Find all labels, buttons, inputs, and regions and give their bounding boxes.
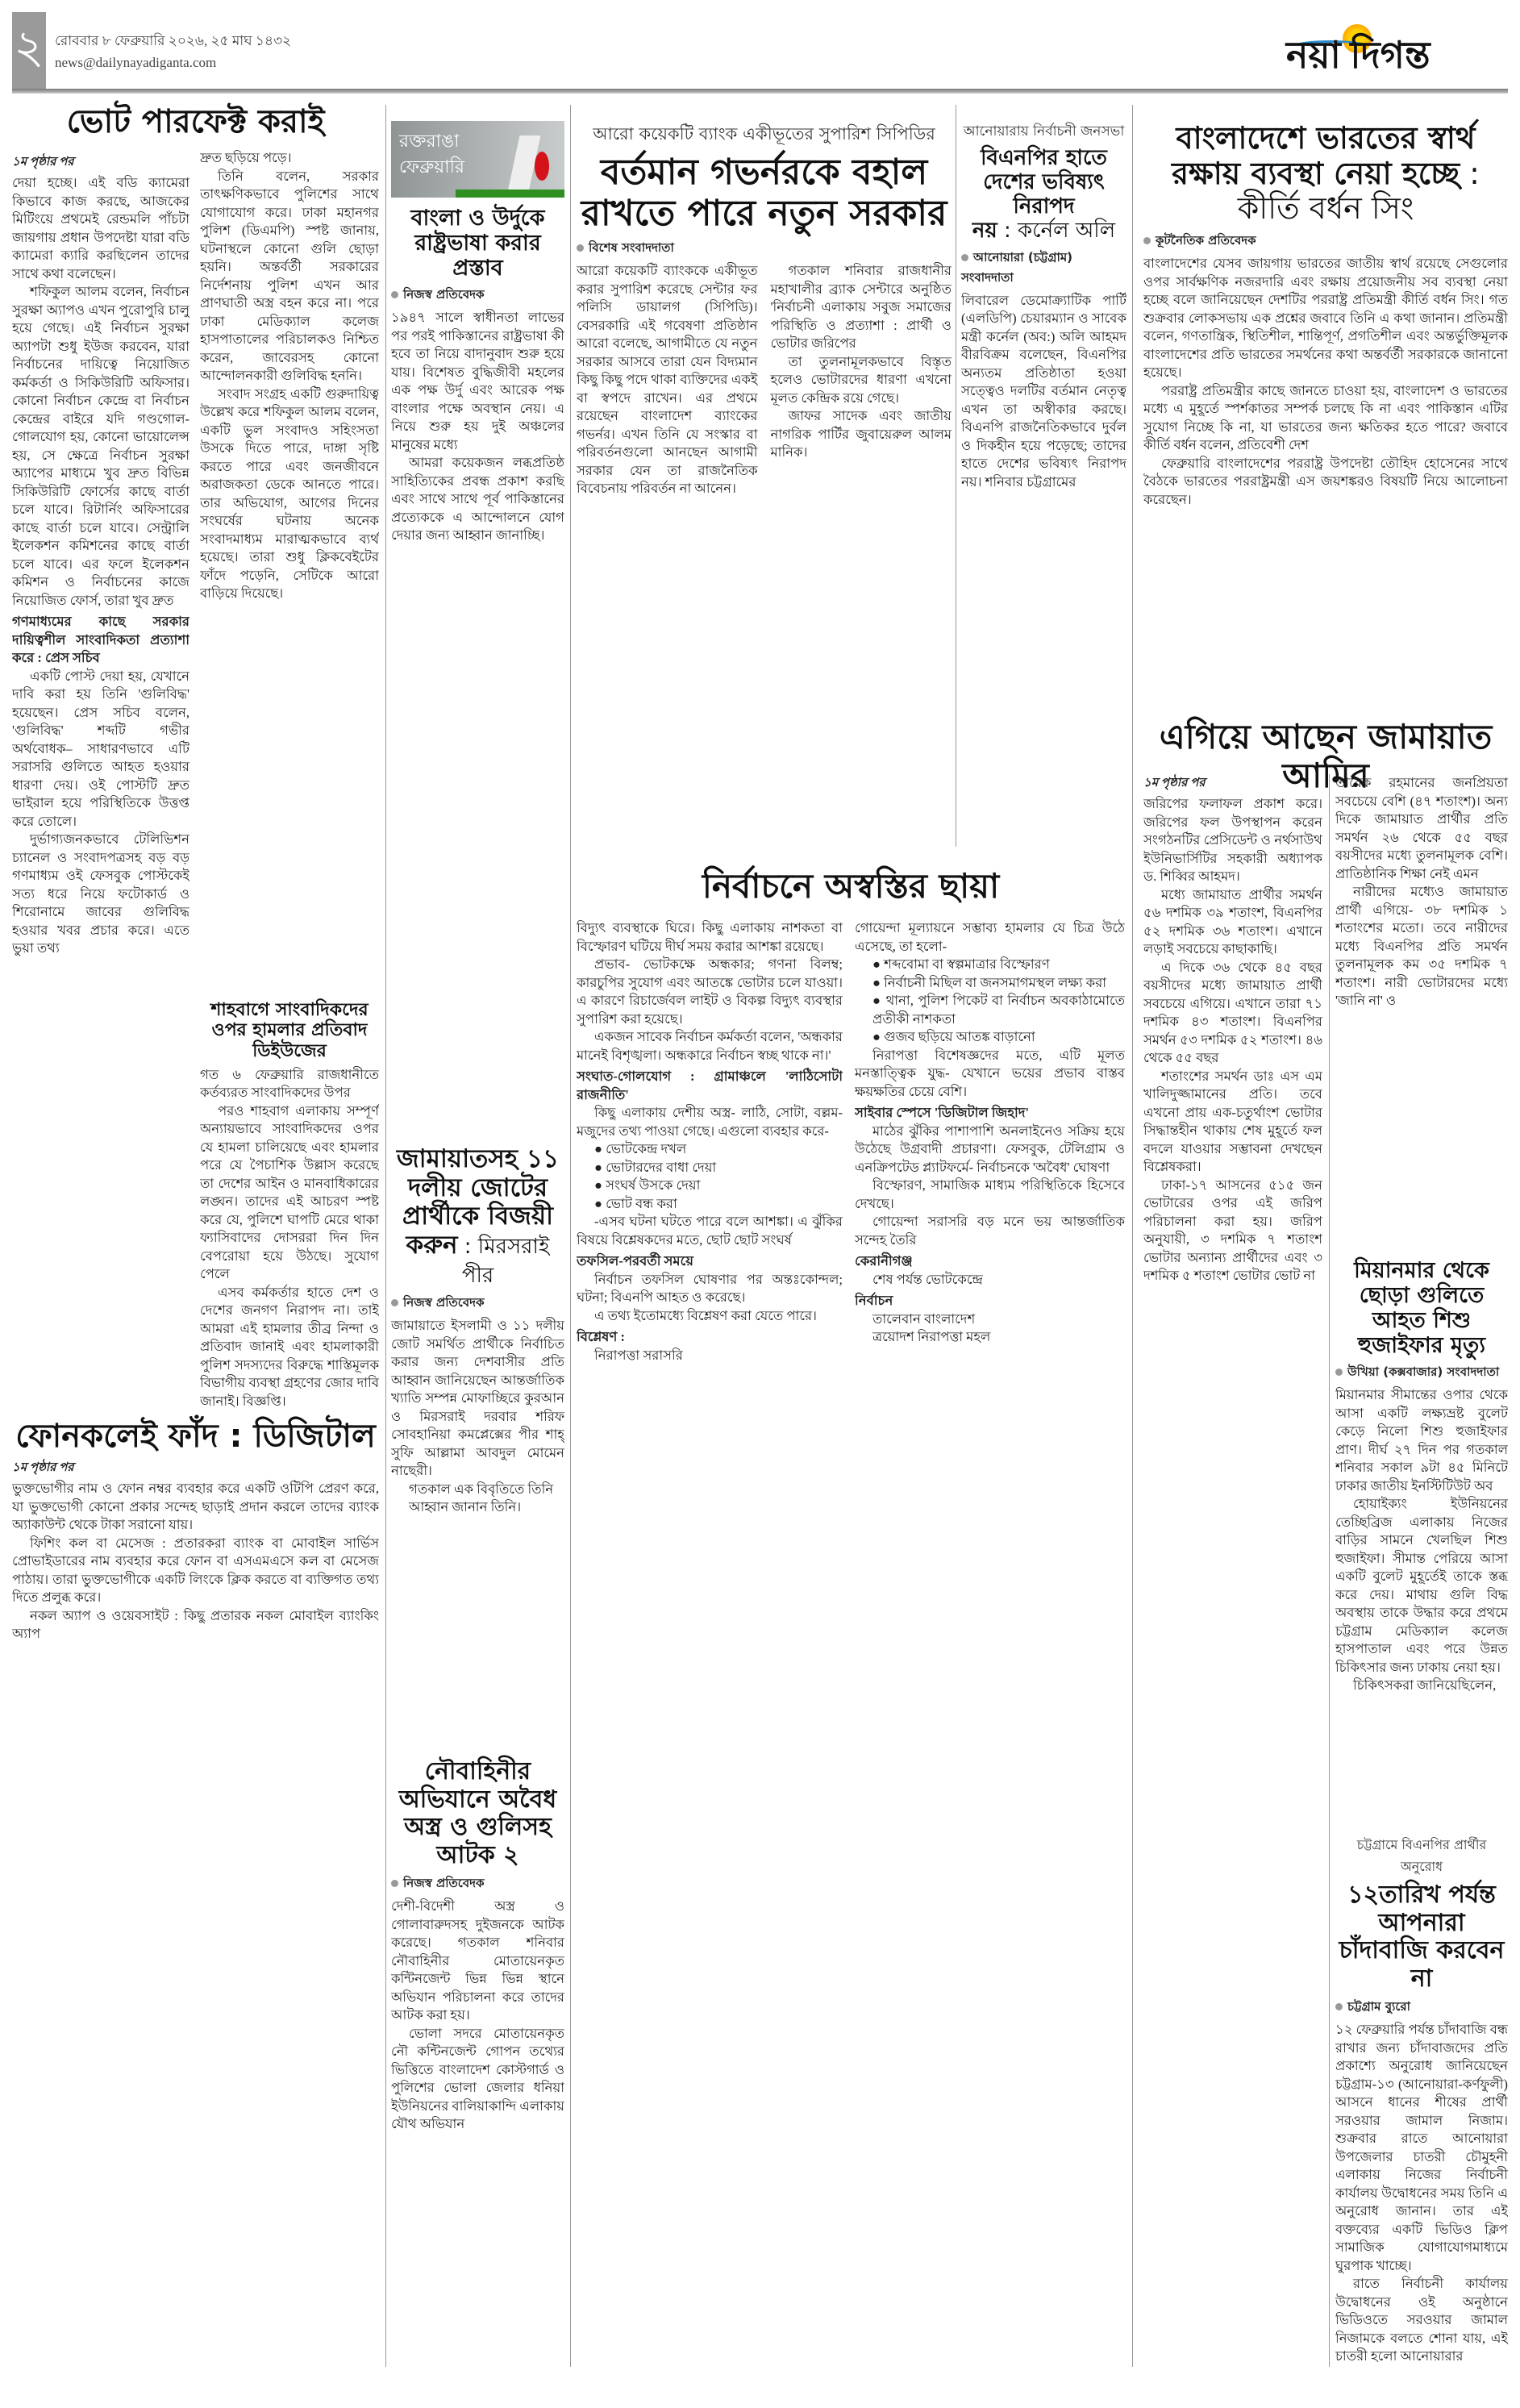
paragraph: তারেক রহমানের জনপ্রিয়তা সবচেয়ে বেশি (৪৭ শতাংশ)। অন্য দিকে জামায়াত প্রার্থীর প্রতি সমর্থন ২৬ থেকে ৫৫ বছর বয়সীদের মধ্যে তুলনামূলক বেশি। প্রাতিষ্ঠানিক শিক্ষা নেই এমন — [1335, 775, 1508, 881]
headline: ১২তারিখ পর্যন্ত আপনারা চাঁদাবাজি করবেন না — [1339, 1881, 1505, 1993]
article-body — [391, 1317, 564, 1785]
paragraph: তিনি বলেন, সরকার তাৎক্ষণিকভাবে পুলিশের সাথে যোগাযোগ করে। ঢাকা মহানগর পুলিশ (ডিএমপি) স্পষ্ট জানায়, ঘটনাস্থলে কোনো গুলি ছোড়া হয়নি। অন্তর্বর্তী সরকারের নির্দেশনায় পুলিশ এখন আর প্রাণঘাতী অস্ত্র বহন করে না। পরে ঢাকা মেডিক্যাল কলেজ হাসপাতালের পরিচালকও নিশ্চিত করেন, জাবেরসহ কোনো আন্দোলনকারী গুলিবিদ্ধ হননি। — [200, 168, 379, 383]
paragraph: ফিশিং কল বা মেসেজ : প্রতারকরা ব্যাংক বা মোবাইল সার্ভিস প্রোভাইডারের নাম ব্যবহার করে ফোন বা এসএমএসে কল বা মেসেজ পাঠায়। তারা ভুক্তভোগীকে একটি লিংকে ক্লিক করতে বা ব্যক্তিগত তথ্য দিতে প্রলুব্ধ করে। — [12, 1535, 379, 1605]
paragraph: কিছু এলাকায় দেশীয় অস্ত্র- লাঠি, সোটা, বল্লম- মজুদের তথ্য পাওয়া গেছে। এগুলো ব্যবহার করে- — [577, 1105, 843, 1139]
article-vote[interactable] — [12, 103, 379, 140]
paragraph: লিবারেল ডেমোক্র্যাটিক পার্টি (এলডিপি) চেয়ারম্যান ও সাবেক মন্ত্রী কর্নেল (অব:) অলি আহমদ বীরবিক্রম বলেছেন, বিএনপির অন্যতম প্রতিষ্ঠাতা হওয়া সত্ত্বেও দলটির বর্তমান নেতৃত্ব এখন তা অস্বীকার করছে। বিএনপি রাজনৈতিকভাবে দুর্বল ও দিকহীন হয়ে পড়েছে; তাদের হাতে দেশের ভবিষ্যৎ নিরাপদ নয়। শনিবার চট্টগ্রামের — [961, 292, 1126, 490]
article-body — [12, 174, 189, 1400]
byline: নিজস্ব প্রতিবেদক — [391, 285, 564, 306]
bullet-item: ● ভোটকেন্দ্র দখল — [594, 1141, 687, 1156]
headline: নৌবাহিনীর অভিযানে অবৈধ অস্ত্র ও গুলিসহ আটক ২ — [398, 1757, 557, 1869]
paragraph: -এসব ঘটনা ঘটতে পারে বলে আশঙ্কা। এ ঝুঁকির বিষয়ে বিশ্লেষকদের মতে, ছোট ছোট সংঘর্ষ — [577, 1214, 843, 1248]
headline: বর্তমান গভর্নরকে বহাল রাখতে পারে নতুন সরকার — [581, 152, 947, 234]
paragraph: গতকাল এক বিবৃতিতে তিনি — [409, 1481, 554, 1497]
article-body — [391, 309, 564, 1139]
headline-main: জামায়াতসহ ১১ দলীয় জোটের প্রার্থীকে বিজয়ী — [396, 1144, 560, 1231]
headline-tail: : মিরসরাই পীর — [457, 1234, 550, 1288]
rokto-ranga-february-banner — [391, 121, 564, 198]
article-body — [577, 262, 952, 827]
paragraph: পরও শাহবাগ এলাকায় সম্পূর্ণ অন্যায়ভাবে সাংবাদিকদের ওপর যে হামলা চালিয়েছে এবং হামলার পরে যে পৈচাশিক উল্লাস করেছে তা দেশের আইন ও মানবাধিকারের লঙ্ঘন। তাদের এই আচরণ স্পষ্ট করে যে, পুলিশে ঘাপটি মেরে থাকা ফ্যাসিবাদের দোসররা দিন দিন বেপরোয়া হয়ে উঠছে। সুযোগ পেলে — [200, 1102, 379, 1282]
subheading: সংঘাত-গোলযোগ : গ্রামাঞ্চলে 'লাঠিসোটা রাজনীতি' — [577, 1069, 843, 1102]
column-divider — [570, 105, 571, 2367]
headline — [1143, 121, 1508, 227]
bullet-item: ● শব্দবোমা বা স্বল্পমাত্রার বিস্ফোরণ — [872, 956, 1050, 972]
paragraph: গোয়েন্দা মূল্যায়নে সম্ভাব্য হামলার যে চিত্র উঠে এসেছে, তা হলো- — [855, 920, 1125, 954]
paragraph: জাফর সাদেক এবং জাতীয় নাগরিক পার্টির জুবায়েরুল আলম মানিক। — [770, 408, 952, 460]
grass-icon — [456, 190, 564, 198]
article-body — [1143, 255, 1508, 706]
paragraph: হোয়াইক্যং ইউনিয়নের তেচ্ছিব্রিজ এলাকায় নিজের বাড়ির সামনে খেলছিল শিশু হুজাইফা। সীমান্ত পেরিয়ে আসা একটি বুলেট মুহূর্তেই তাকে স্তব্ধ করে দেয়। মাথায় গুলি বিদ্ধ অবস্থায় তাকে উদ্ধার করে প্রথমে চট্টগ্রাম মেডিক্যাল কলেজ হাসপাতাল এবং পরে উন্নত চিকিৎসার জন্য ঢাকায় নেয়া হয়। — [1335, 1496, 1508, 1675]
headline-bold: নয় — [972, 218, 997, 243]
byline: কূটনৈতিক প্রতিবেদক — [1143, 231, 1508, 252]
paragraph: রাতে নির্বাচনী কার্যালয় উদ্বোধনের ওই অনুষ্ঠানে ভিডিওতে সরওয়ার জামাল নিজামকে বলতে শোনা যায়, এই চাতরী হলো আনোয়ারার — [1335, 2276, 1508, 2364]
headline-tail: : কীর্তি বর্ধন সিং — [1237, 155, 1480, 227]
headline: ভোট পারফেক্ট করাই — [66, 103, 325, 140]
contact-email[interactable]: news@dailynayadiganta.com — [55, 55, 217, 70]
article-language[interactable] — [391, 206, 564, 1139]
article-governor[interactable] — [577, 121, 952, 827]
issue-date: রোববার ৮ ফেব্রুয়ারি ২০২৬, ২৫ মাঘ ১৪৩২ — [55, 33, 292, 48]
article-body — [855, 919, 1125, 2363]
article-body — [12, 1480, 379, 2367]
article-navy[interactable] — [391, 1758, 564, 2365]
article-body — [577, 919, 843, 2363]
headline: ফোনকলেই ফাঁদ : ডিজিটাল — [15, 1418, 376, 1455]
article-ctg[interactable] — [1335, 1835, 1508, 2408]
article-body — [1335, 2021, 1508, 2408]
paragraph: দেশী-বিদেশী অস্ত্র ও গোলাবারুদসহ দুইজনকে আটক করেছে। গতকাল শনিবার নৌবাহিনীর মোতায়েনকৃত কন্টিনজেন্ট ভিন্ন ভিন্ন স্থানে অভিযান পরিচালনা করে তাদের আটক করা হয়। — [391, 1898, 564, 2023]
article-diuj[interactable] — [200, 1000, 379, 1413]
paragraph: তালেবান বাংলাদেশ — [872, 1310, 976, 1327]
kicker: আরো কয়েকটি ব্যাংক একীভূতের সুপারিশ সিপিডির — [593, 124, 935, 144]
paragraph: গতকাল শনিবার রাজধানীর মহাখালীর ব্র্যাক সেন্টারে অনুষ্ঠিত 'নির্বাচনী এলাকায় সবুজ সমাজের পরিস্থিতি ও প্রত্যাশা : প্রার্থী ও ভোটার জরিপের — [770, 263, 952, 352]
byline: বিশেষ সংবাদদাতা — [577, 239, 952, 259]
article-amir-col1 — [1143, 770, 1322, 2368]
paragraph: বিস্ফোরণ, সামাজিক মাধ্যম পরিস্থিতিকে হিসেবে দেখছে। — [855, 1177, 1125, 1211]
paragraph: ১২ ফেব্রুয়ারি পর্যন্ত চাঁদাবাজি বন্ধ রাখার জন্য চাঁদাবাজদের প্রতি প্রকাশ্যে অনুরোধ জানিয়েছেন চট্টগ্রাম-১৩ (আনোয়ারা-কর্ণফুলী) আসনে ধানের শীষের প্রার্থী সরওয়ার জামাল নিজাম। শুক্রবার রাতে আনোয়ারা উপজেলার চাতরী চৌমুহনী এলাকায় নিজের নির্বাচনী কার্যালয় উদ্বোধনের সময় তিনি এ অনুরোধ জানান। তার এই বক্তব্যের একটি ভিডিও ক্লিপ সামাজিক যোগাযোগমাধ্যমে ঘুরপাক খাচ্ছে। — [1335, 2022, 1508, 2273]
headline: মিয়ানমার থেকে ছোড়া গুলিতে আহত শিশু হুজাইফার মৃত্যু — [1354, 1258, 1489, 1359]
red-sun-icon — [535, 152, 549, 181]
article-oli[interactable] — [961, 121, 1126, 856]
headline-bold: করুন — [406, 1230, 458, 1260]
paragraph: দুর্ভাগ্যজনকভাবে টেলিভিশন চ্যানেল ও সংবাদপত্রসহ বড় বড় গণমাধ্যম ওই ফেসবুক পোস্টকেই সত্য ধরে নিয়ে ফটোকার্ড ও শিরোনামে জাবের গুলিবিদ্ধ হওয়ার খবর প্রচার করে। এতে ভুয়া তথ্য — [12, 831, 189, 956]
paragraph: আহ্বান জানান তিনি। — [409, 1499, 522, 1515]
paragraph: নিরাপত্তা সরাসরি — [594, 1347, 683, 1363]
paragraph: দেয়া হচ্ছে। এই বডি ক্যামেরা কিভাবে কাজ করছে, আজকের মিটিংয়ে প্রথমেই রেন্ডমলি পাঁচটা জায়গায় প্রধান উপদেষ্টা যারা বডি ক্যামেরা ক্যারি করছিলেন তাদের সাথে কথা বলেছেন। — [12, 175, 189, 281]
paragraph: শফিকুল আলম বলেন, নির্বাচন সুরক্ষা অ্যাপও এখন পুরোপুরি চালু হয়ে গেছে। এই নির্বাচন সুরক্ষা অ্যাপটা শুধু ইউজ করবেন, যারা নির্বাচনের দায়িত্বে নিয়োজিত কর্মকর্তা ও সিকিউরিটি অফিসার। কোনো নির্বাচন কেন্দ্রে বা নির্বাচন কেন্দ্রের বাইরে যদি গণ্ডগোল-গোলযোগ হয়, কোনো ভায়োলেন্স হয়, সে ক্ষেত্রে নির্বাচন সুরক্ষা অ্যাপের মাধ্যমে খুব দ্রুত বিভিন্ন সিকিউরিটি ফোর্সের কাছে বার্তা চলে যাবে। রিটার্নিং অফিসারের কাছে বার্তা চলে যাবে। সেন্ট্রালি ইলেকশন কমিশনের কাছে বার্তা চলে যাবে। এর ফলে ইলেকশন কমিশন ও নির্বাচনের কাজে নিয়োজিত ফোর্স, তারা খুব দ্রুত — [12, 284, 189, 608]
paragraph: এ তথ্য ইতোমধ্যে বিশ্লেষণ করা যেতে পারে। — [594, 1307, 817, 1323]
article-body — [1335, 774, 1508, 1246]
byline: উখিয়া (কক্সবাজার) সংবাদদাতা — [1335, 1363, 1508, 1383]
bullet-item: ● ভোটারদের বাধা দেয়া — [594, 1159, 717, 1175]
bullet-item: ● ভোট বন্ধ করা — [594, 1195, 677, 1211]
paragraph: এসব কর্মকর্তার হাতে দেশ ও দেশের জনগণ নিরাপদ না। তাই আমরা এই হামলার তীব্র নিন্দা ও প্রতিবাদ জানাই এবং হামলাকারী পুলিশ সদস্যদের বিরুদ্ধে শাস্তিমূলক বিভাগীয় ব্যবস্থা গ্রহণের জোর দাবি জানাই। বিজ্ঞপ্তি। — [200, 1284, 379, 1409]
paragraph: মাঠের ঝুঁকির পাশাপাশি অনলাইনেও সক্রিয় হয়ে উঠেছে উগ্রবাদী প্রচারণা। ফেসবুক, টেলিগ্রাম ও এনক্রিপটেড প্ল্যাটফর্মে- নির্বাচনকে 'অবৈধ' ঘোষণা — [855, 1123, 1125, 1175]
bullet-item: ● গুজব ছড়িয়ে আতঙ্ক বাড়ানো — [872, 1029, 1035, 1044]
article-mirsarai[interactable] — [391, 1145, 564, 1785]
banner-title: রক্তরাঙা ফেব্রুয়ারি — [399, 131, 465, 177]
article-election-col2 — [855, 919, 1125, 2363]
article-body — [961, 292, 1126, 856]
continued-label: ১ম পৃষ্ঠার পর — [12, 156, 74, 169]
article-body — [200, 1066, 379, 1413]
article-phone[interactable] — [12, 1418, 379, 2367]
paragraph: গত ৬ ফেব্রুয়ারি রাজধানীতে কর্তব্যরত সাংবাদিকদের উপর — [200, 1066, 379, 1101]
headline: নির্বাচনে অস্বস্তির ছায়া — [702, 866, 1000, 906]
paragraph: নারীদের মধ্যেও জামায়াত প্রার্থী এগিয়ে- ৩৮ দশমিক ১ শতাংশের মতো। তবে নারীদের মধ্যে বিএনপির প্রতি সমর্থন তুলনামূলক কম ৩৫ দশমিক ৭ শতাংশ। নারী ভোটারদের মধ্যে 'জানি না' ও — [1335, 884, 1508, 1008]
paragraph: বাংলাদেশের যেসব জায়গায় ভারতের জাতীয় স্বার্থ রয়েছে সেগুলোর ওপর সার্বক্ষণিক নজরদারি এবং রক্ষায় প্রয়োজনীয় সব ব্যবস্থা নেয়া হচ্ছে বলে জানিয়েছেন দেশটির পররাষ্ট্র প্রতিমন্ত্রী কীর্তি বর্ধন সিং। গত শুক্রবার লোকসভায় এক প্রশ্নের জবাবে তিনি এ কথা জানান। প্রতিমন্ত্রী বলেন, গণতান্ত্রিক, স্থিতিশীল, শান্তিপূর্ণ, প্রগতিশীল এবং অন্তর্ভুক্তিমূলক বাংলাদেশের প্রতি ভারতের সমর্থনের কথা অন্তর্বর্তী সরকারকে জানানো হয়েছে। — [1143, 256, 1508, 381]
article-body — [391, 1898, 564, 2365]
continued-label: ১ম পৃষ্ঠার পর — [12, 1461, 74, 1474]
paragraph: ভোলা সদরে মোতায়েনকৃত নৌ কন্টিনজেন্ট গোপন তথ্যের ভিত্তিতে বাংলাদেশ কোস্টগার্ড ও পুলিশের ভোলা জেলার ধনিয়া ইউনিয়নের বালিয়াকান্দি এলাকায় যৌথ অভিযান — [391, 2025, 564, 2131]
paragraph: ফেব্রুয়ারি বাংলাদেশের পররাষ্ট্র উপদেষ্টা তৌহিদ হোসেনের সাথে বৈঠকে ভারতের পররাষ্ট্রমন্ত্রী এস জয়শঙ্করও বিষয়টি নিয়ে আলোচনা করেছেন। — [1143, 455, 1508, 507]
bullet-item: ● থানা, পুলিশ পিকেট বা নির্বাচন অবকাঠামোতে প্রতীকী নাশকতা — [872, 993, 1125, 1027]
headline — [961, 147, 1126, 244]
paragraph: বিদ্যুৎ ব্যবস্থাকে ঘিরে। কিছু এলাকায় নাশকতা বা বিস্ফোরণ ঘটিয়ে দীর্ঘ সময় করার আশঙ্কা রয়েছে। — [577, 920, 843, 954]
header-rule — [12, 89, 1508, 94]
byline: আনোয়ারা (চট্টগ্রাম) সংবাদদাতা — [961, 248, 1126, 289]
paragraph: গোয়েন্দা সরাসরি বড় মনে ভয় আন্তর্জাতিক সন্দেহ তৈরি — [855, 1214, 1125, 1248]
kicker: আনোয়ারায় নির্বাচনী জনসভা — [963, 123, 1125, 140]
headline: এগিয়ে আছেন জামায়াত আমির — [1159, 717, 1493, 796]
article-election-col1 — [577, 919, 843, 2363]
paragraph: নকল অ্যাপ ও ওয়েবসাইট : কিছু প্রতারক নকল মোবাইল ব্যাংকিং অ্যাপ — [12, 1607, 379, 1641]
paragraph: শেষ পর্যন্ত ভোটকেন্দ্রে — [872, 1271, 983, 1287]
article-body — [200, 149, 379, 988]
paragraph: নিরাপত্তা বিশেষজ্ঞদের মতে, এটি মূলত মনস্তাত্ত্বিক যুদ্ধ- যেখানে ভয়ের প্রভাব বাস্তব ক্ষয়ক্ষতির চেয়ে বেশি। — [855, 1047, 1125, 1099]
paragraph: আমরা কয়েকজন লব্ধপ্রতিষ্ঠ সাহিত্যিকের প্রবন্ধ প্রকাশ করছি এবং সাথে সাথে পূর্ব পাকিস্তানের প্রত্যেককে এ আন্দোলনে যোগ দেয়ার জন্য আহ্বান জানাচ্ছি। — [391, 455, 564, 544]
paragraph: ১৯৪৭ সালে স্বাধীনতা লাভের পর পরই পাকিস্তানের রাষ্ট্রভাষা কী হবে তা নিয়ে বাদানুবাদ শুরু হয়ে যায়। বিশেষত বুদ্ধিজীবী মহলের এক পক্ষ উর্দু এবং আরেক পক্ষ বাংলার পক্ষে অবস্থান নেয়। এ নিয়ে শুরু হয় দুই অঞ্চলের মানুষের মধ্যে — [391, 310, 564, 452]
article-india[interactable] — [1143, 121, 1508, 706]
subheading: তফসিল-পরবর্তী সময়ে — [577, 1253, 693, 1269]
article-body — [1143, 795, 1322, 2368]
paragraph: শতাংশের সমর্থন ডাঃ এস এম খালিদুজ্জামানের প্রতি। তবে এখনো প্রায় এক-চতুর্থাংশ ভোটার সিদ্ধান্তহীন থাকায় শেষ মুহূর্তে ফল বদলে যাওয়ার সম্ভাবনা দেখছেন বিশ্লেষকরা। — [1143, 1068, 1322, 1174]
paragraph: নির্বাচন তফসিল ঘোষণার পর অন্তঃকোন্দল; ঘটনা; বিএনপি আহত ও করেছে। — [577, 1271, 843, 1305]
byline: চট্টগ্রাম ব্যুরো — [1335, 1998, 1508, 2018]
subheading: সাইবার স্পেসে 'ডিজিটাল জিহাদ' — [855, 1105, 1030, 1120]
byline: নিজস্ব প্রতিবেদক — [391, 1874, 564, 1894]
headline-main: বিএনপির হাতে দেশের ভবিষ্যৎ নিরাপদ — [981, 146, 1107, 219]
subheading: গণমাধ্যমের কাছে সরকার দায়িত্বশীল সাংবাদিকতা প্রত্যাশা করে : প্রেস সচিব — [12, 614, 189, 665]
headline-tail: : কর্নেল অলি — [997, 218, 1116, 243]
paragraph: প্রভাব- ভোটকক্ষে অন্ধকার; গণনা বিলম্ব; কারচুপির সুযোগ এবং আতঙ্কে ভোটার চলে যাওয়া। এ কারণে রিচার্জেবল লাইট ও বিকল্প বিদ্যুৎ ব্যবস্থার সুপারিশ করা হয়েছে। — [577, 956, 843, 1027]
column-divider — [385, 105, 386, 2367]
column-divider — [1132, 105, 1133, 2367]
paragraph: মিয়ানমার সীমান্তের ওপার থেকে আসা একটি লক্ষ্যভ্রষ্ট বুলেট কেড়ে নিলো শিশু হুজাইফার প্রাণ। দীর্ঘ ২৭ দিন পর গতকাল শনিবার সকাল ৯টা ৪৫ মিনিটে ঢাকার জাতীয় ইনস্টিটিউট অব — [1335, 1387, 1508, 1494]
paragraph: তা তুলনামূলকভাবে বিস্তৃত হলেও ভোটারদের ধারণা এখনো মূলত কেন্দ্রিক রয়ে গেছে। — [770, 353, 952, 406]
paragraph: জামায়াতে ইসলামী ও ১১ দলীয় জোট সমর্থিত প্রার্থীকে নির্বাচিত করার জন্য দেশবাসীর প্রতি আহ্বান জানিয়েছেন আন্তর্জাতিক খ্যাতি সম্পন্ন মোফাচ্ছিরে কুরআন ও মিরসরাই দরবার শরিফ সোবহানিয়া কমপ্লেক্সের পীর শাহ্ সুফি আল্লামা আবদুল মোমেন নাছেরী। — [391, 1318, 564, 1479]
paragraph: ত্রয়োদশ নিরাপত্তা মহল — [872, 1329, 991, 1344]
subheading: নির্বাচন — [855, 1293, 893, 1308]
byline: নিজস্ব প্রতিবেদক — [391, 1294, 564, 1314]
headline-main: বাংলাদেশে ভারতের স্বার্থ রক্ষায় ব্যবস্থা নেয়া হচ্ছে — [1172, 120, 1476, 191]
paragraph: দ্রুত ছড়িয়ে পড়ে। — [200, 150, 292, 165]
paragraph: একটি পোস্ট দেয়া হয়, যেখানে দাবি করা হয় তিনি 'গুলিবিদ্ধ' হয়েছেন। প্রেস সচিব বলেন, 'গুলিবিদ্ধ' শব্দটি গভীর অর্থবোধক– সাধারণভাবে এটি সরাসরি গুলিতে আহত হওয়ার ধারণা দেয়। ওই পোস্টটি দ্রুত ভাইরাল হয়ে পরিস্থিতিকে উত্তপ্ত করে তোলে। — [12, 668, 189, 829]
continued-label: ১ম পৃষ্ঠার পর — [1143, 777, 1206, 789]
page-number: ২ — [12, 12, 46, 89]
paragraph: ঢাকা-১৭ আসনের ৫১৫ জন ভোটারের ওপর এই জরিপ পরিচালনা করা হয়। জরিপ অনুযায়ী, ৩ দশমিক ৭ শতাংশ ভোটার অন্যান্য প্রার্থীদের এবং ৩ দশমিক ৫ শতাংশ ভোটার ভোট না — [1143, 1177, 1322, 1283]
column-divider — [1329, 774, 1330, 2367]
newspaper-logo — [1286, 24, 1504, 89]
headline: বাংলা ও উর্দুকে রাষ্ট্রভাষা করার প্রস্তাব — [410, 206, 545, 281]
article-amir-col2 — [1335, 774, 1508, 1246]
article-vote-col1 — [12, 149, 189, 1400]
paragraph: জরিপের ফলাফল প্রকাশ করে। জরিপের ফল উপস্থাপন করেন সংগঠনটির প্রেসিডেন্ট ও নর্থসাউথ ইউনিভার্সিটির সহকারী অধ্যাপক ড. শিব্বির আহমদ। — [1143, 796, 1322, 884]
bullet-item: ● নির্বাচনী মিছিল বা জনসমাগমস্থল লক্ষ্য করা — [872, 974, 1107, 990]
paragraph: ভুক্তভোগীর নাম ও ফোন নম্বর ব্যবহার করে একটি ওটিপি প্রেরণ করে, যা ভুক্তভোগী কোনো প্রকার সন্দেহ ছাড়াই প্রদান করলে তাদের ব্যাংক অ্যাকাউন্ট থেকে টাকা সরানো যায়। — [12, 1481, 379, 1532]
bullet-item: ● সংঘর্ষ উসকে দেয়া — [594, 1177, 701, 1193]
subheading: কেরানীগঞ্জ — [855, 1253, 913, 1269]
subheading: বিশ্লেষণ : — [577, 1329, 625, 1344]
headline: শাহবাগে সাংবাদিকদের ওপর হামলার প্রতিবাদ ডিইউজের — [210, 1000, 369, 1061]
article-body — [1335, 1386, 1508, 1822]
headline — [391, 1145, 564, 1289]
paragraph: পররাষ্ট্র প্রতিমন্ত্রীর কাছে জানতে চাওয়া হয়, বাংলাদেশ ও ভারতের মধ্যে এ মুহূর্তে স্পর্শকাতর সম্পর্ক চলছে কি না এবং পাকিস্তান এটির সুযোগ নিচ্ছে কি না, যা ভারতের জন্য ক্ষতিকর হতে পারে? জবাবে কীর্তি বর্ধন বলেন, প্রতিবেশী দেশ — [1143, 382, 1508, 453]
paragraph: আরো কয়েকটি ব্যাংককে একীভূত করার সুপারিশ করেছে সেন্টার ফর পলিসি ডায়ালগ (সিপিডি)। বেসরকারি এই গবেষণা প্রতিষ্ঠান আরো বলেছে, আগামীতে যে নতুন সরকার আসবে তারা যেন বিদ্যমান কিছু কিছু পদে থাকা ব্যক্তিদের একই বা স্বপদে রাখেন। এর প্রথমে রয়েছেন বাংলাদেশ ব্যাংকের গভর্নর। এখন তিনি যে সংস্কার বা পরিবর্তনগুলো আনছেন আগামী সরকার যেন তা রাজনৈতিক বিবেচনায় পরিবর্তন না আনেন। — [577, 263, 758, 497]
kicker: চট্টগ্রামে বিএনপির প্রার্থীর অনুরোধ — [1356, 1837, 1487, 1874]
paragraph: সংবাদ সংগ্রহ একটি গুরুদায়িত্ব উল্লেখ করে শফিকুল আলম বলেন, একটি ভুল সংবাদও সহিংসতা উসকে দিতে পারে, দাঙ্গা সৃষ্টি করতে পারে এবং জনজীবনে অরাজকতা ডেকে আনতে পারে। তার অভিযোগ, আগের দিনের সংঘর্ষের ঘটনায় অনেক সংবাদমাধ্যম মারাত্মকভাবে ব্যর্থ হয়েছে। তারা শুধু ক্লিকবেইটের ফাঁদে পড়েনি, সেটিকে আরো বাড়িয়ে দিয়েছে। — [200, 385, 379, 601]
paragraph: এ দিকে ৩৬ থেকে ৪৫ বছর বয়সীদের মধ্যে জামায়াত প্রার্থী সবচেয়ে এগিয়ে। এখানে তারা ৭১ দশমিক ৪৩ শতাংশ। বিএনপির সমর্থন ৫৩ দশমিক ৫২ শতাংশ। ৪৬ থেকে ৫৫ বছর — [1143, 959, 1322, 1065]
paragraph: একজন সাবেক নির্বাচন কর্মকর্তা বলেন, 'অন্ধকার মানেই বিশৃঙ্খলা। অন্ধকারে নির্বাচন স্বচ্ছ থাকে না।' — [577, 1029, 843, 1063]
article-election[interactable] — [577, 867, 1125, 906]
logo-text: নয়া দিগন্ত — [1286, 35, 1430, 76]
paragraph: চিকিৎসকরা জানিয়েছিলেন, — [1353, 1677, 1497, 1694]
article-myanmar[interactable] — [1335, 1258, 1508, 1822]
paragraph: মধ্যে জামায়াত প্রার্থীর সমর্থন ৫৬ দশমিক ৩৯ শতাংশ, বিএনপির ৫২ দশমিক ৩৬ শতাংশ। এখানে লড়াই সবচেয়ে কাছাকাছি। — [1143, 886, 1322, 956]
article-vote-col2 — [200, 149, 379, 988]
